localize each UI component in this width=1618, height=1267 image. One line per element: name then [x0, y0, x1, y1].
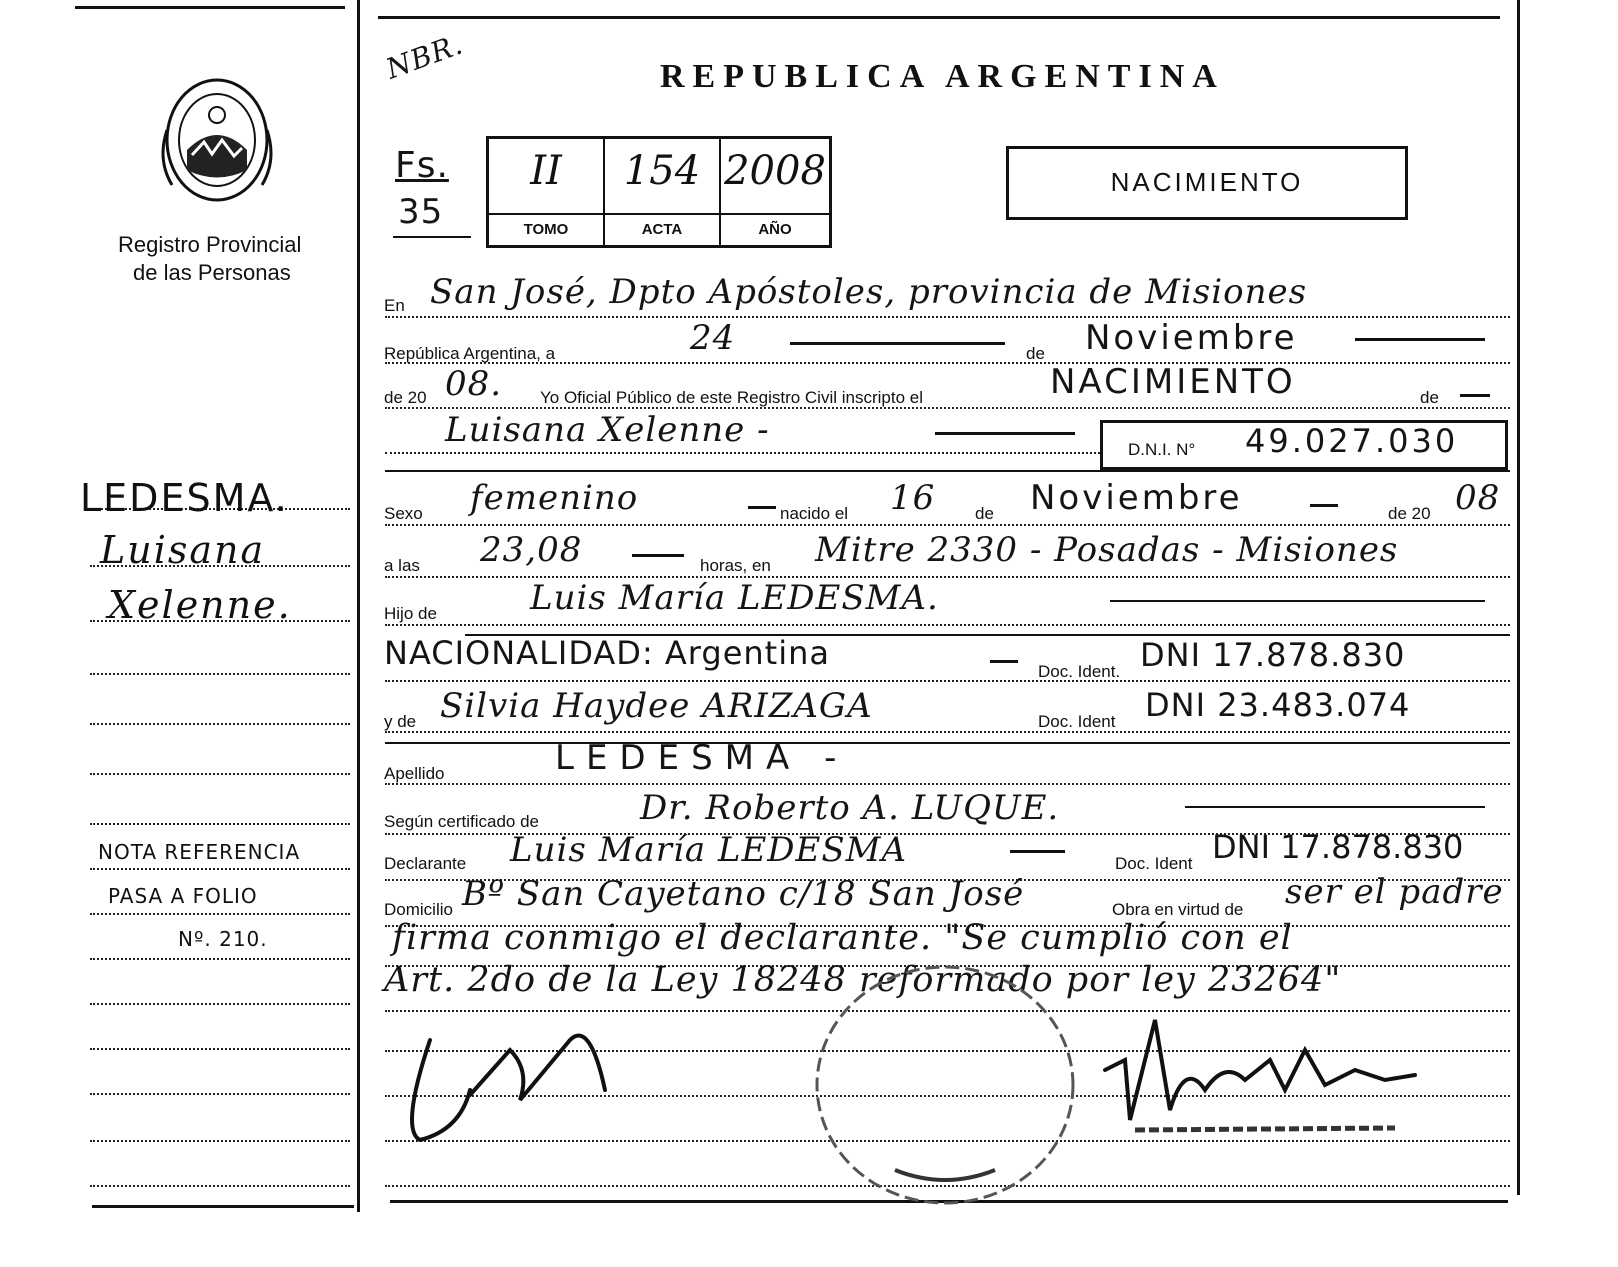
record-type-box: NACIMIENTO: [1006, 146, 1408, 220]
month-value: Noviembre: [1085, 318, 1298, 358]
fill-dash: [748, 506, 776, 509]
margin-line: [90, 823, 350, 825]
mother-name-value: Silvia Haydee ARIZAGA: [440, 686, 873, 726]
right-border: [1517, 0, 1520, 1195]
declarante-label: Declarante: [384, 854, 467, 873]
day-value: 24: [690, 318, 736, 358]
nacido-label: nacido el: [780, 504, 849, 523]
acta-value: 154: [605, 139, 721, 213]
doc-ident-label-1: Doc. Ident.: [1038, 662, 1121, 681]
hour-value: 23,08: [480, 530, 583, 570]
margin-line: [90, 1185, 350, 1187]
form-line: [385, 731, 1510, 733]
sexo-value: femenino: [470, 478, 639, 518]
birth-month-value: Noviembre: [1030, 478, 1243, 518]
registry-name-line2: de las Personas: [133, 260, 291, 285]
fill-dash: [1010, 850, 1065, 853]
margin-surname: LEDESMA.: [80, 476, 289, 520]
margin-line: [90, 958, 350, 960]
record-box: [486, 136, 832, 248]
child-name-value: Luisana Xelenne -: [445, 410, 770, 450]
de-label-2: de: [1420, 388, 1439, 407]
form-line: [385, 524, 1510, 526]
fill-dash: [1460, 394, 1490, 397]
mother-doc-value: DNI 23.483.074: [1145, 686, 1411, 724]
declarante-value: Luis María LEDESMA: [510, 830, 908, 870]
margin-folio-number: Nº. 210.: [178, 927, 268, 951]
birth-year-value: 08: [1455, 478, 1501, 518]
margin-reference-note: NOTA REFERENCIA: [98, 840, 301, 864]
form-line: [385, 783, 1510, 785]
corner-annotation: NBR.: [381, 27, 468, 86]
folio-underline: [393, 236, 471, 238]
birth-de20-label: de 20: [1388, 504, 1431, 523]
margin-line: [90, 868, 350, 870]
fill-dash: [935, 432, 1075, 435]
birth-day-value: 16: [890, 478, 936, 518]
sexo-label: Sexo: [384, 504, 423, 523]
margin-line: [90, 913, 350, 915]
top-rule-right: [378, 16, 1500, 19]
obra-value: ser el padre: [1285, 872, 1504, 912]
place-value: Mitre 2330 - Posadas - Misiones: [815, 530, 1399, 570]
hijo-label: Hijo de: [384, 604, 437, 623]
form-line: [385, 680, 1510, 682]
margin-line: [90, 773, 350, 775]
margin-line: [90, 723, 350, 725]
margin-line: [90, 1093, 350, 1095]
alas-label: a las: [384, 556, 420, 575]
father-name-value: Luis María LEDESMA.: [530, 578, 939, 618]
certificado-label: Según certificado de: [384, 812, 539, 831]
dni-value: 49.027.030: [1245, 422, 1459, 460]
tomo-label: TOMO: [489, 213, 605, 245]
declarant-signature-icon: [390, 1010, 650, 1150]
form-rule: [385, 742, 1510, 744]
official-signature-icon: [1095, 1000, 1455, 1160]
apellido-value: LEDESMA -: [555, 738, 849, 778]
fill-dash: [790, 342, 1005, 345]
official-stamp-icon: [805, 960, 1085, 1210]
apellido-label: Apellido: [384, 764, 445, 783]
margin-line: [90, 1140, 350, 1142]
folio-label: Fs.: [395, 145, 449, 186]
form-rule: [385, 470, 1510, 472]
note-line-2: Art. 2do de la Ley 18248 reformado por ley 23264": [384, 960, 1342, 1000]
oficial-label: Yo Oficial Público de este Registro Civil inscripto el: [540, 388, 923, 407]
declarante-doc-value: DNI 17.878.830: [1212, 828, 1464, 866]
doc-ident-label-3: Doc. Ident: [1115, 854, 1193, 873]
en-label: En: [384, 296, 405, 315]
en-value: San José, Dpto Apóstoles, provincia de Misiones: [430, 272, 1308, 312]
margin-given-name-2: Xelenne.: [108, 583, 292, 627]
form-line: [385, 452, 1100, 454]
fill-dash: [1310, 504, 1338, 507]
bottom-rule-left: [92, 1205, 354, 1208]
inscripto-value: NACIMIENTO: [1050, 362, 1296, 402]
fill-dash: [990, 660, 1018, 663]
acta-label: ACTA: [605, 213, 721, 245]
de20-label: de 20: [384, 388, 427, 407]
margin-line: [90, 1048, 350, 1050]
tomo-value: II: [489, 139, 605, 213]
nacionalidad-value: NACIONALIDAD: Argentina: [384, 634, 830, 672]
form-line: [385, 624, 1510, 626]
fill-dash: [1355, 338, 1485, 341]
form-line: [385, 316, 1510, 318]
certificado-value: Dr. Roberto A. LUQUE.: [640, 788, 1060, 828]
margin-folio-note: PASA A FOLIO: [108, 884, 258, 908]
registry-name-line1: Registro Provincial: [118, 232, 302, 257]
father-doc-value: DNI 17.878.830: [1140, 636, 1406, 674]
dni-label: D.N.I. N°: [1128, 440, 1196, 459]
provincial-seal-icon: [152, 70, 282, 210]
birth-de-label: de: [975, 504, 994, 523]
country-title: REPUBLICA ARGENTINA: [660, 58, 1225, 95]
margin-line: [90, 673, 350, 675]
fill-dash: [632, 554, 684, 557]
fill-dash: [1185, 806, 1485, 808]
folio-number: 35: [398, 192, 444, 232]
horas-label: horas, en: [700, 556, 771, 575]
yde-label: y de: [384, 712, 417, 731]
anio-value: 2008: [724, 148, 826, 194]
note-line-1: firma conmigo el declarante. "Se cumplió con el: [392, 918, 1293, 958]
anio-label: AÑO: [721, 213, 829, 245]
domicilio-label: Domicilio: [384, 900, 453, 919]
republica-label: República Argentina, a: [384, 344, 556, 363]
de-label: de: [1026, 344, 1045, 363]
domicilio-value: Bº San Cayetano c/18 San José: [462, 874, 1025, 914]
obra-label: Obra en virtud de: [1112, 900, 1244, 919]
column-divider: [357, 0, 360, 1212]
top-rule-left: [75, 6, 345, 9]
fill-dash: [1110, 600, 1485, 602]
doc-ident-label-2: Doc. Ident: [1038, 712, 1116, 731]
year-value: 08.: [445, 364, 503, 404]
margin-line: [90, 1003, 350, 1005]
margin-given-name-1: Luisana: [100, 528, 266, 572]
